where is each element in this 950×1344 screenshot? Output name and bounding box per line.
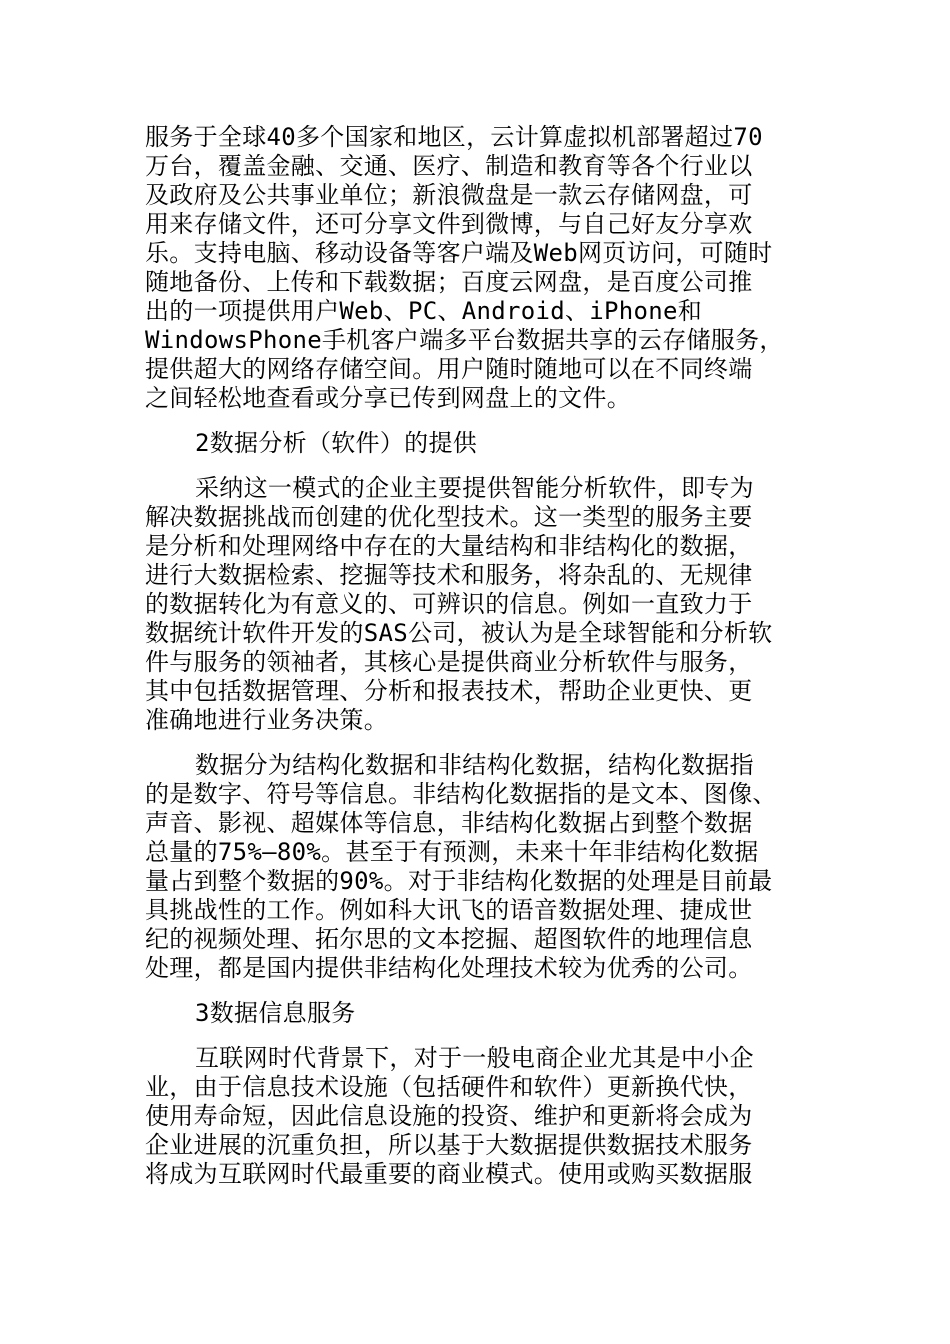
text-line: 互联网时代背景下，对于一般电商企业尤其是中小企 bbox=[195, 1044, 754, 1072]
text-line: 服务于全球40多个国家和地区，云计算虚拟机部署超过70 bbox=[145, 123, 763, 151]
text-line: 是分析和处理网络中存在的大量结构和非结构化的数据， bbox=[145, 532, 753, 560]
text-line: 总量的75%—80%。甚至于有预测，未来十年非结构化数据 bbox=[145, 838, 759, 866]
text-line: 提供超大的网络存储空间。用户随时随地可以在不同终端 bbox=[145, 355, 753, 383]
text-line: 使用寿命短，因此信息设施的投资、维护和更新将会成为 bbox=[145, 1102, 753, 1130]
paragraph-spacer bbox=[145, 413, 815, 429]
text-line: 的数据转化为有意义的、可辨识的信息。例如一直致力于 bbox=[145, 590, 753, 618]
paragraph-data-info-service bbox=[145, 1044, 815, 1189]
text-line: 随地备份、上传和下载数据；百度云网盘，是百度公司推 bbox=[145, 268, 753, 296]
text-line: 件与服务的领袖者，其核心是提供商业分析软件与服务， bbox=[145, 648, 753, 676]
text-line: 处理，都是国内提供非结构化处理技术较为优秀的公司。 bbox=[145, 954, 753, 982]
text-line: 及政府及公共事业单位；新浪微盘是一款云存储网盘，可 bbox=[145, 181, 753, 209]
text-line: 其中包括数据管理、分析和报表技术，帮助企业更快、更 bbox=[145, 677, 753, 705]
text-line: 声音、影视、超媒体等信息，非结构化数据占到整个数据 bbox=[145, 809, 753, 837]
text-line: 万台，覆盖金融、交通、医疗、制造和教育等各个行业以 bbox=[145, 152, 753, 180]
text-line: 用来存储文件，还可分享文件到微博，与自己好友分享欢 bbox=[145, 210, 753, 238]
section-heading-3: 3数据信息服务 bbox=[195, 999, 356, 1027]
document-body bbox=[145, 123, 815, 1189]
text-line: 乐。支持电脑、移动设备等客户端及Web网页访问，可随时 bbox=[145, 239, 773, 267]
text-line: 具挑战性的工作。例如科大讯飞的语音数据处理、捷成世 bbox=[145, 896, 753, 924]
text-line: 进行大数据检索、挖掘等技术和服务，将杂乱的、无规律 bbox=[145, 561, 753, 589]
text-line: 之间轻松地查看或分享已传到网盘上的文件。 bbox=[145, 384, 631, 412]
section-heading-2: 2数据分析（软件）的提供 bbox=[195, 429, 478, 457]
paragraph-spacer bbox=[145, 983, 815, 999]
paragraph-unstructured-data bbox=[145, 751, 815, 983]
text-line: 企业进展的沉重负担，所以基于大数据提供数据技术服务 bbox=[145, 1131, 753, 1159]
text-line: 的是数字、符号等信息。非结构化数据指的是文本、图像、 bbox=[145, 780, 777, 808]
text-line: 数据分为结构化数据和非结构化数据，结构化数据指 bbox=[195, 751, 754, 779]
paragraph-data-analysis bbox=[145, 474, 815, 735]
text-line: 量占到整个数据的90%。对于非结构化数据的处理是目前最 bbox=[145, 867, 773, 895]
text-line: 业，由于信息技术设施（包括硬件和软件）更新换代快， bbox=[145, 1073, 753, 1101]
paragraph-spacer bbox=[145, 735, 815, 751]
text-line: 采纳这一模式的企业主要提供智能分析软件，即专为 bbox=[195, 474, 754, 502]
text-line: WindowsPhone手机客户端多平台数据共享的云存储服务， bbox=[145, 326, 784, 354]
text-line: 数据统计软件开发的SAS公司，被认为是全球智能和分析软 bbox=[145, 619, 773, 647]
text-line: 出的一项提供用户Web、PC、Android、iPhone和 bbox=[145, 297, 703, 325]
text-line: 纪的视频处理、拓尔思的文本挖掘、超图软件的地理信息 bbox=[145, 925, 753, 953]
text-line: 将成为互联网时代最重要的商业模式。使用或购买数据服 bbox=[145, 1160, 753, 1188]
paragraph-cloud-storage bbox=[145, 123, 815, 413]
text-line: 解决数据挑战而创建的优化型技术。这一类型的服务主要 bbox=[145, 503, 753, 531]
paragraph-spacer bbox=[145, 1028, 815, 1044]
paragraph-spacer bbox=[145, 458, 815, 474]
text-line: 准确地进行业务决策。 bbox=[145, 706, 388, 734]
